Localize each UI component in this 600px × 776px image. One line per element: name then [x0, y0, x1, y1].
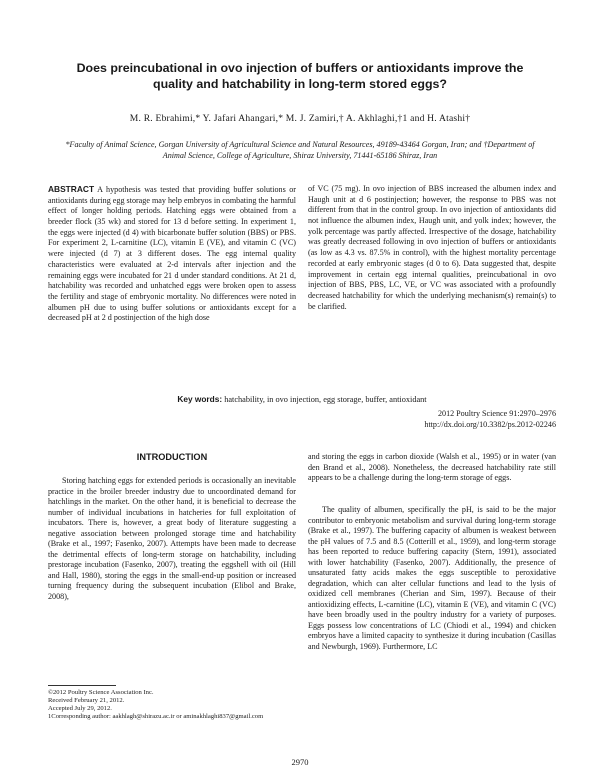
- footnote-corresponding-author: 1Corresponding author: aakhlagh@shirazu.ac.ir or aminakhlaghi837@gmail.com: [48, 713, 264, 721]
- introduction-left-paragraph: Storing hatching eggs for extended periods is occasionally an inevitable practice in the broiler breeder industry due to uncoordinated demand for hatchlings in the market. On the other hand, it is beneficial to decrease the number of individual incubations in hatcheries for full exploitation of incubators. There is, however, a great body of literature suggesting a negative association between prolonged storage time and hatchability (Brake et al., 1997; Fasenko, 2007). Attempts have been made to decrease the detrimental effects of long-term storage on hatchability, including prestorage incubation (Fasenko, 2007), treating the eggshell with oil (Hill and Hall, 1980), storing the eggs in the small-end-up position or increased turning frequency during the subsequent incubation (Elibol and Brake, 2008),: [48, 476, 296, 601]
- footnote-copyright: ©2012 Poultry Science Association Inc.: [48, 689, 154, 696]
- footnotes: [48, 689, 296, 721]
- keywords-label: Key words:: [177, 394, 223, 404]
- journal-citation: 2012 Poultry Science 91:2970–2976: [437, 409, 556, 418]
- keywords-text: hatchability, in ovo injection, egg storage, buffer, antioxidant: [224, 395, 427, 404]
- keywords-line: [48, 394, 556, 405]
- author-list: M. R. Ebrahimi,* Y. Jafari Ahangari,* M. J. Zamiri,† A. Akhlaghi,†1 and H. Atashi†: [129, 113, 471, 124]
- footnote-rule: [48, 685, 116, 686]
- paper-title: Does preincubational in ovo injection of buffers or antioxidants improve the quality and hatchability in long-term stored eggs?: [76, 61, 524, 91]
- citation-block: [256, 408, 556, 430]
- footnote-received: Received February 21, 2012.: [48, 697, 125, 705]
- abstract-left-column: [48, 184, 296, 324]
- introduction-heading: INTRODUCTION: [136, 452, 208, 462]
- introduction-right-paragraph-1: and storing the eggs in carbon dioxide (Walsh et al., 1995) or in water (van den Brand et al., 2008). Nonetheless, the decreased hatchability rate still appears to be a challenge during the long-term storage of eggs.: [308, 452, 556, 483]
- page-number: 2970: [291, 757, 309, 767]
- abstract-text-left: A hypothesis was tested that providing buffer solutions or antioxidants during egg storage may help embryos in combating the harmful effect of longer holding periods. Hatching eggs were obtained from a breeder flock (35 wk) and stored for 13 d before setting. In experiment 1, the eggs were injected (d 4) with bicarbonate buffer solution (BBS) or PBS. For experiment 2, L-carnitine (LC), vitamin E (VE), and vitamin C (VC) were injected (d 7) at 3 different doses. The egg internal quality characteristics were evaluated at 2-d intervals after injection and the remaining eggs were incubated for 21 d under standard conditions. At 21 d, hatchability was recorded and unhatched eggs were broken open to assess the fertility and stage of embryonic mortality. No differences were noted in albumen pH due to using buffer solutions or antioxidants except for a decreased pH at 2 d postinjection of the high dose: [48, 185, 296, 323]
- affiliations: *Faculty of Animal Science, Gorgan University of Agricultural Science and Natural Resources, 49189-43464 Gorgan, Iran; and †Department of Animal Science, College of Agriculture, Shiraz University, 71441-65186 Shiraz, Iran: [65, 140, 535, 160]
- footnote-accepted: Accepted July 29, 2012.: [48, 705, 112, 713]
- abstract-right-column: of VC (75 mg). In ovo injection of BBS increased the albumen index and Haugh unit at d 6 postinjection; however, the response to PBS was not different from that in the control group. In ovo injection of antioxidants did not influence the albumen index, Haugh unit, and yolk index; however, the yolk percentage was partly affected. Irrespective of the dosage, hatchability was greatly decreased following in ovo injection of buffers or antioxidants (as low as 4.3 vs. 87.5% in control), with the highest mortality percentage recorded at early embryonic stages (d 0 to 6). Data suggested that, despite improvement in certain egg internal qualities, preincubational in ovo injection of BBS, PBS, LC, VE, or VC was associated with a profoundly decreased hatchability for which the underlying mechanism(s) remain(s) to be clarified.: [308, 184, 556, 311]
- abstract-heading: ABSTRACT: [48, 184, 95, 194]
- doi-link[interactable]: http://dx.doi.org/10.3382/ps.2012-02246: [424, 420, 556, 429]
- introduction-right-paragraph-2: The quality of albumen, specifically the pH, is said to be the major contributor to embryonic metabolism and survival during long-term storage (Brake et al., 1997). The buffering capacity of albumen is weakest between the pH values of 7.5 and 8.5 (Cotterill et al., 1959), and long-term storage has been reported to reduce buffering capacity (Stern, 1991), associated with lower hatchability (Fasenko, 2007). Additionally, the presence of unsaturated fatty acids makes the eggs susceptible to peroxidative degradation, which can alter cellular functions and lead to the lysis of oxidized cell membranes (Cherian and Sim, 1997). Because of their antioxidizing effects, L-carnitine (LC), vitamin E (VE), and vitamin C (VC) have been broadly used in the poultry industry for a variety of purposes. Eggs possess low concentrations of LC (Chiodi et al., 1994) and chicken embryos have a limited capacity to synthesize it during incubation (Casillas and Newburgh, 1969). Furthermore, LC: [308, 505, 556, 651]
